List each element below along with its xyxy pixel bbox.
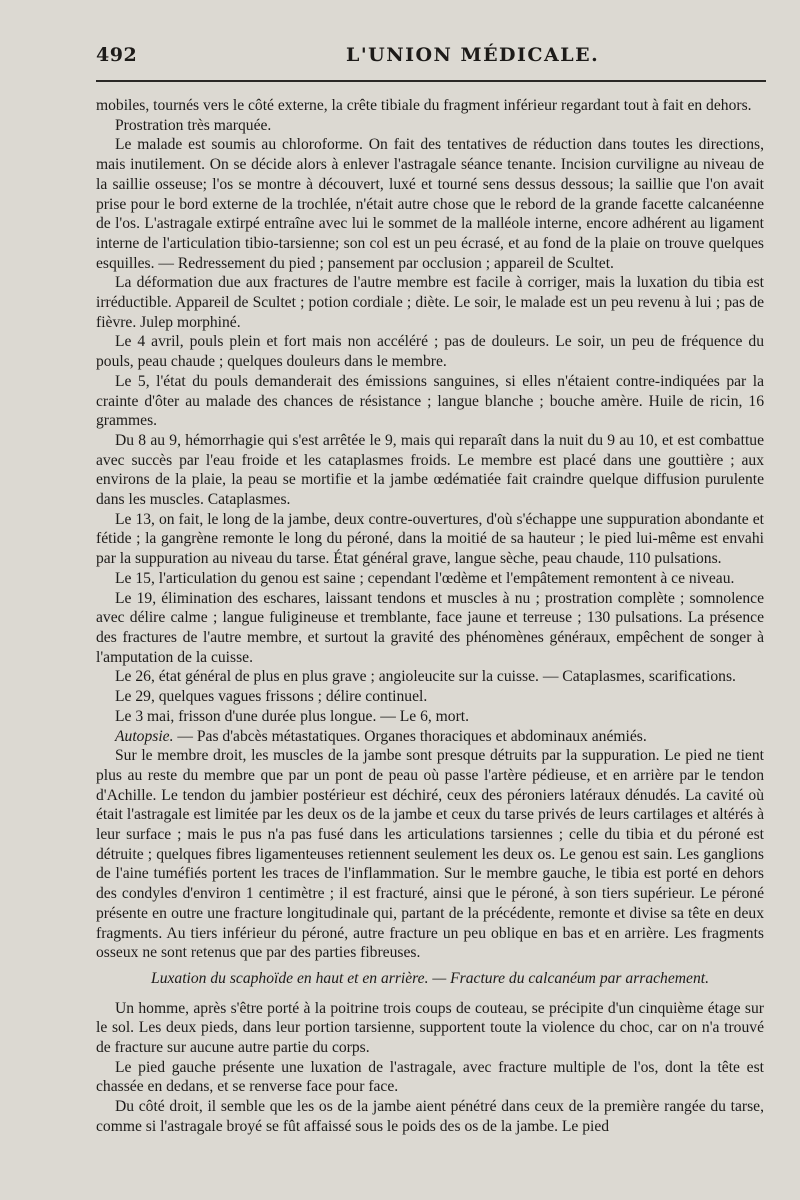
paragraph: Du côté droit, il semble que les os de la jambe aient pénétré dans ceux de la première rangée du tarse, comme si l'astragale broyé se fût affaissé sous le poids des os de la jambe. Le pied [96,1098,764,1135]
paragraph: Le pied gauche présente une luxation de l'astragale, avec fracture multiple de l'os, dont la tête est chassée en dedans, et se renverse face pour face. [96,1058,764,1096]
autopsy-paragraph [96,727,764,747]
running-title: L'UNION MÉDICALE. [346,44,600,66]
paragraph: Le 26, état général de plus en plus grave ; angioleucite sur la cuisse. — Cataplasmes, scarifications. [115,668,736,686]
paragraph: Du 8 au 9, hémorrhagie qui s'est arrêtée le 9, mais qui reparaît dans la nuit du 9 au 10, et est combattue avec succès par l'eau froide et les cataplasmes froids. Le membre est placé dans une gouttière ; aux environs de la plaie, la peau se mortifie et la jambe œdématiée fait craindre quelque diffusion purulente dans les muscles. Cataplasmes. [96,431,764,509]
paragraph: Le 15, l'articulation du genou est saine ; cependant l'œdème et l'empâtement remontent à ce niveau. [115,569,735,587]
paragraph: Le 29, quelques vagues frissons ; délire continuel. [115,688,428,706]
paragraph: Le 19, élimination des eschares, laissant tendons et muscles à nu ; prostration complète ; somnolence avec délire calme ; langue fuligineuse et tremblante, face jaune et terreuse ; 130 pulsations. La présence des fractures de l'autre membre, et surtout la gravité des phénomènes généraux, empêchent de songer à l'amputation de la cuisse. [96,589,764,666]
paragraph: Le 3 mai, frisson d'une durée plus longue. — Le 6, mort. [115,707,470,725]
paragraph: Le 13, on fait, le long de la jambe, deux contre-ouvertures, d'où s'échappe une suppuration abondante et fétide ; la gangrène remonte le long du péroné, dans la moitié de sa hauteur ; le pied lui-même est envahi par la suppuration au niveau du tarse. État général grave, langue sèche, peau chaude, 110 pulsations. [96,510,764,568]
paragraph: Un homme, après s'être porté à la poitrine trois coups de couteau, se précipite d'un cinquième étage sur le sol. Les deux pieds, dans leur portion tarsienne, supportent toute la violence du choc, car on n'a trouvé de fracture sur aucune autre partie du corps. [96,999,764,1057]
paragraph: Le 5, l'état du pouls demanderait des émissions sanguines, si elles n'étaient contre-indiquées par la crainte d'ôter au malade des chances de résistance ; langue blanche ; bouche amère. Huile de ricin, 16 grammes. [96,372,764,430]
paragraph: Le malade est soumis au chloroforme. On fait des tentatives de réduction dans toutes les directions, mais inutilement. On se décide alors à enlever l'astragale séance tenante. Incision curviligne au niveau de la saillie osseuse; l'os se montre à découvert, luxé et tourné sens dessus dessous; la saillie que l'on avait prise pour le bord externe de la trochlée, n'était autre chose que le rebord de la grande facette calcanéenne de l'os. L'astragale extirpé entraîne avec lui le sommet de la malléole interne, encore adhérent au ligament interne de l'articulation tibio-tarsienne; son col est un peu écrasé, et au fond de la plaie on trouve quelques esquilles. — Redressement du pied ; pansement par occlusion ; appareil de Scultet. [96,136,764,272]
paragraph: mobiles, tournés vers le côté externe, la crête tibiale du fragment inférieur regardant tout à fait en dehors. [96,97,752,114]
paragraph: Prostration très marquée. [115,116,272,134]
page-header [96,44,766,82]
autopsy-text: — Pas d'abcès métastatiques. Organes thoraciques et abdominaux anémiés. [173,727,647,745]
paragraph: La déformation due aux fractures de l'autre membre est facile à corriger, mais la luxation du tibia est irréductible. Appareil de Scultet ; potion cordiale ; diète. Le soir, le malade est un peu revenu à lui ; pas de fièvre. Julep morphiné. [96,274,764,331]
paragraph: Le 4 avril, pouls plein et fort mais non accéléré ; pas de douleurs. Le soir, un peu de fréquence du pouls, peau chaude ; quelques douleurs dans le membre. [96,333,764,371]
body-text [96,96,764,1137]
page-number: 492 [96,44,138,66]
section-heading: Luxation du scaphoïde en haut et en arrière. — Fracture du calcanéum par arrachement. [151,969,709,987]
paragraph: Sur le membre droit, les muscles de la jambe sont presque détruits par la suppuration. Le pied ne tient plus au reste du membre que par un pont de peau où passe l'artère pédieuse, et en arrière par le tendon d'Achille. Le tendon du jambier postérieur est déchiré, ceux des péroniers latéraux dénudés. La cavité où était l'astragale est limitée par les deux os de la jambe et ceux du tarse privés de leurs cartilages et altérés à leur surface ; mais le pus n'a pas fusé dans les articulations tarsiennes ; celle du tibia et du péroné est détruite ; quelques fibres ligamenteuses retiennent seulement les deux os. Le genou est sain. Les ganglions de l'aine tuméfiés portent les traces de l'inflammation. Sur le membre gauche, le tibia est porté en dehors des condyles d'environ 1 centimètre ; il est fracturé, ainsi que le péroné, à son tiers supérieur. Le péroné présente en outre une fracture longitudinale qui, partant de la précédente, remonte et divise sa tête en deux fragments. Au tiers inférieur du péroné, autre fracture un peu oblique en bas et en arrière. Les fragments osseux ne sont retenus que par des parties fibreuses. [96,747,764,962]
autopsy-label: Autopsie. [115,727,174,745]
